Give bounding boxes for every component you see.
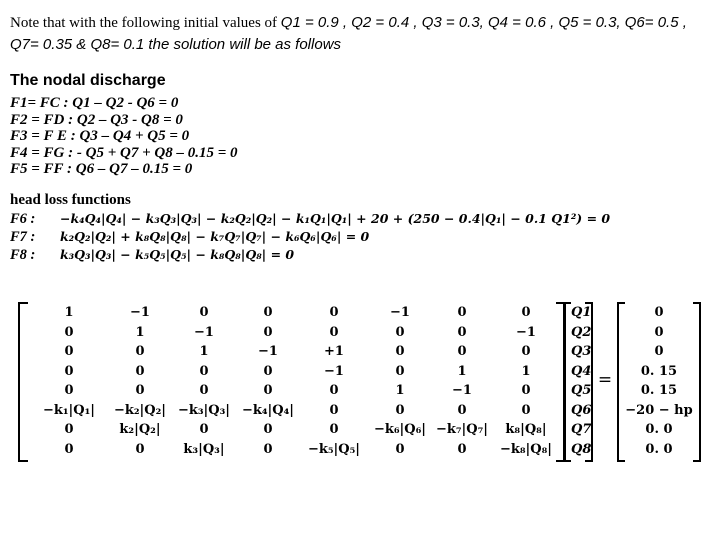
matrix-cell: 0: [135, 383, 145, 398]
equation-expression: k₃Q₃|Q₃| − k₅Q₅|Q₅| − k₈Q₈|Q₈| = 0: [60, 247, 295, 262]
matrix-cell: 0: [521, 383, 531, 398]
matrix-cell: 0: [395, 402, 405, 418]
matrix-row: [18, 440, 566, 460]
matrix-cell: 0: [64, 441, 74, 457]
matrix-cell: 0: [329, 422, 339, 437]
matrix-cell: 0: [329, 402, 339, 418]
matrix-cell: 0: [263, 441, 273, 457]
nodal-equations: [10, 95, 238, 178]
intro-prefix: Note that with the following initial values of: [10, 15, 281, 31]
rhs-cell: 0. 15: [640, 363, 678, 379]
matrix-cell: 0: [521, 305, 531, 320]
equation-label: F6 :: [10, 211, 36, 227]
unknown-cell: Q4: [571, 363, 592, 379]
unknowns-vector: [563, 300, 593, 462]
matrix-cell: 0: [64, 383, 74, 398]
rhs-cell: 0: [654, 305, 664, 320]
rhs-vector: [617, 300, 701, 462]
matrix-cell: 0: [135, 441, 145, 457]
head-loss-equations: [10, 210, 610, 264]
vector-left-bracket: [617, 302, 625, 462]
matrix-cell: 0: [457, 402, 467, 418]
matrix-cell: −1: [194, 324, 214, 340]
rhs-cell: 0. 0: [645, 441, 673, 457]
matrix-cell: −1: [324, 363, 344, 379]
vector-left-bracket: [563, 302, 571, 462]
nodal-equation: F4 = FG : - Q5 + Q7 + Q8 – 0.15 = 0: [10, 144, 238, 161]
unknown-cell: Q1: [571, 305, 592, 320]
matrix-cell: 0: [263, 305, 273, 320]
equation-label: F8 :: [10, 247, 36, 263]
matrix-cell: 0: [395, 344, 405, 359]
matrix-row: [18, 303, 566, 323]
matrix-cell: k₃|Q₃|: [183, 441, 225, 457]
unknown-cell: Q8: [571, 441, 592, 457]
matrix-row: [18, 323, 566, 343]
matrix-cell: 1: [135, 324, 145, 340]
matrix-cell: k₈|Q₈|: [505, 422, 547, 437]
head-loss-title: head loss functions: [10, 192, 131, 208]
matrix-cell: 0: [457, 324, 467, 340]
matrix-cell: −1: [516, 324, 536, 340]
nodal-equation: F3 = F E : Q3 – Q4 + Q5 = 0: [10, 128, 190, 144]
intro-paragraph: [10, 12, 710, 56]
matrix-cell: −k₂|Q₂|: [113, 402, 167, 418]
matrix-cell: 0: [395, 324, 405, 340]
matrix-cell: 1: [521, 363, 531, 379]
matrix-cell: 0: [395, 363, 405, 379]
matrix-cell: 0: [263, 324, 273, 340]
nodal-equation: F5 = FF : Q6 – Q7 – 0.15 = 0: [10, 161, 193, 177]
matrix-cell: 0: [263, 363, 273, 379]
matrix-row: [18, 401, 566, 421]
unknown-cell: Q6: [571, 402, 592, 418]
matrix-cell: 0: [521, 402, 531, 418]
matrix-cell: 0: [64, 344, 74, 359]
matrix-cell: 0: [64, 324, 74, 340]
matrix-cell: 0: [199, 305, 209, 320]
equals-sign: =: [597, 370, 613, 390]
matrix-cell: 0: [199, 383, 209, 398]
matrix-cell: −1: [390, 305, 410, 320]
matrix-cell: 0: [457, 344, 467, 359]
equation-expression: −k₄Q₄|Q₄| − k₃Q₃|Q₃| − k₂Q₂|Q₂| − k₁Q₁|Q₁| + 20 + (250 − 0.4|Q₁| − 0.1 Q1²) = 0: [60, 211, 611, 226]
matrix-cell: 0: [199, 363, 209, 379]
matrix-cell: 1: [64, 305, 74, 320]
intro-values: Q1 = 0.9 , Q2 = 0.4 , Q3 = 0.3, Q4 = 0.6 , Q5 = 0.3, Q6= 0.5 , Q7= 0.35 & Q8= 0.1 the solution will be as follows: [10, 14, 687, 53]
jacobian-matrix: [18, 300, 566, 462]
matrix-cell: −k₆|Q₆|: [373, 422, 427, 437]
head-loss-equation: [10, 210, 610, 228]
matrix-cell: k₂|Q₂|: [119, 422, 161, 437]
rhs-cell: 0: [654, 324, 664, 340]
matrix-cell: 0: [457, 305, 467, 320]
matrix-cell: −1: [130, 305, 150, 320]
matrix-row: [18, 342, 566, 362]
matrix-row: [18, 381, 566, 401]
vector-right-bracket: [693, 302, 701, 462]
unknown-cell: Q7: [571, 422, 592, 437]
head-loss-equation: [10, 246, 610, 264]
unknown-cell: Q2: [571, 324, 592, 340]
matrix-cell: −k₈|Q₈|: [499, 441, 553, 457]
matrix-cell: −k₅|Q₅|: [307, 441, 361, 457]
nodal-discharge-title: The nodal discharge: [10, 72, 166, 89]
matrix-cell: 1: [457, 363, 467, 379]
matrix-cell: −k₇|Q₇|: [435, 422, 489, 437]
rhs-cell: 0. 0: [645, 422, 673, 437]
matrix-cell: 0: [395, 441, 405, 457]
matrix-cell: 0: [329, 324, 339, 340]
matrix-cell: 0: [263, 422, 273, 437]
rhs-cell: 0. 15: [640, 383, 678, 398]
equation-label: F7 :: [10, 229, 36, 245]
head-loss-equation: [10, 228, 610, 246]
matrix-cell: −k₁|Q₁|: [42, 402, 96, 418]
matrix-cell: 0: [329, 383, 339, 398]
unknown-cell: Q3: [571, 344, 592, 359]
matrix-cell: 0: [135, 363, 145, 379]
matrix-cell: −k₄|Q₄|: [241, 402, 295, 418]
matrix-cell: 0: [64, 363, 74, 379]
matrix-row: [18, 420, 566, 440]
nodal-equation: F1= FC : Q1 – Q2 - Q6 = 0: [10, 95, 179, 111]
matrix-cell: −1: [258, 344, 278, 359]
unknown-cell: Q5: [571, 383, 592, 398]
matrix-cell: 1: [395, 383, 405, 398]
matrix-cell: 0: [457, 441, 467, 457]
nodal-equation: F2 = FD : Q2 – Q3 - Q8 = 0: [10, 111, 183, 128]
rhs-cell: −20 − hp: [625, 402, 693, 418]
matrix-cell: 0: [329, 305, 339, 320]
matrix-cell: 0: [135, 344, 145, 359]
matrix-cell: −1: [452, 383, 472, 398]
matrix-cell: 0: [64, 422, 74, 437]
matrix-cell: 0: [199, 422, 209, 437]
matrix-cell: −k₃|Q₃|: [177, 402, 231, 418]
matrix-row: [18, 362, 566, 382]
rhs-cell: 0: [654, 344, 664, 359]
equation-expression: k₂Q₂|Q₂| + k₈Q₈|Q₈| − k₇Q₇|Q₇| − k₆Q₆|Q₆| = 0: [60, 229, 370, 244]
matrix-cell: 0: [521, 344, 531, 359]
matrix-cell: 1: [199, 344, 209, 359]
matrix-cell: +1: [324, 344, 344, 359]
matrix-cell: 0: [263, 383, 273, 398]
